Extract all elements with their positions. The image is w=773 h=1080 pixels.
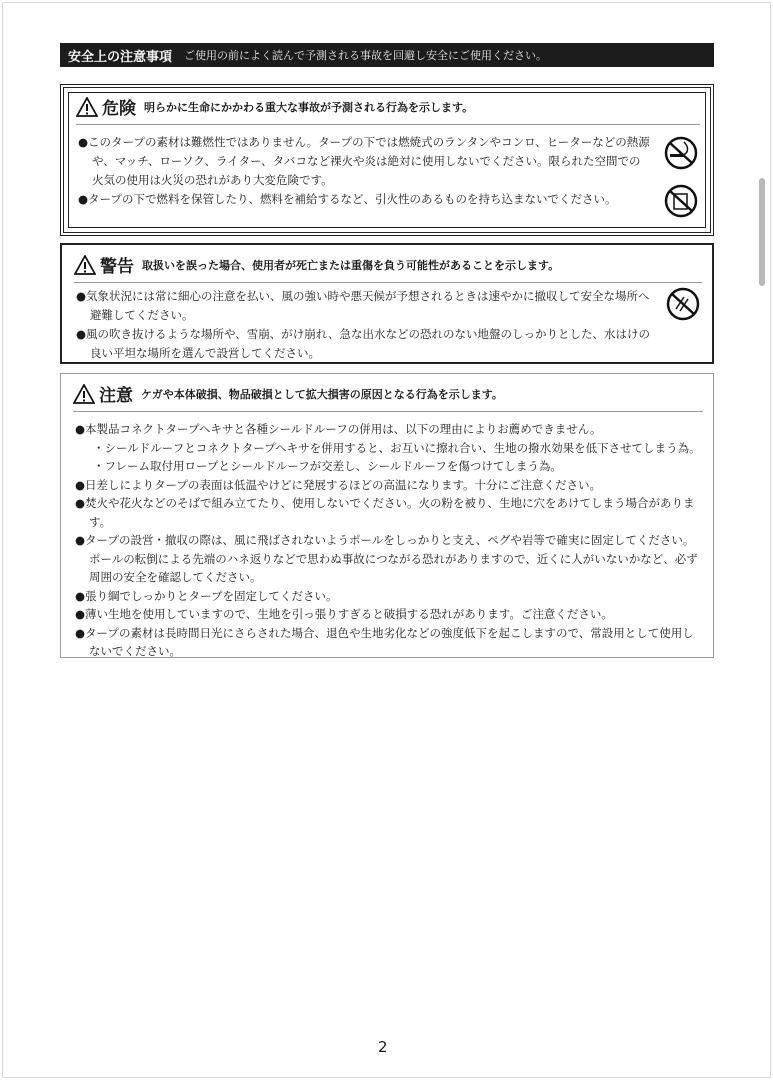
warning-triangle-icon xyxy=(74,255,96,275)
no-fire-icon xyxy=(664,136,698,170)
sub-item: ・フレーム取付用ロープとシールドルーフが交差し、シールドルーフを傷つけてしまう為。 xyxy=(93,459,562,473)
list-item: ●タープの設営・撤収の際は、風に飛ばされないようポールをしっかりと支え、ペグや岩等で確実に固定してください。ポールの転倒による先端のハネ返りなどで思わぬ事故につながる恐れがありますので、近くに人がいないかなど、必ず周囲の安全を確認してください。 xyxy=(75,533,698,584)
page-number: 2 xyxy=(378,1038,388,1056)
warning-triangle-icon xyxy=(73,384,95,404)
warning-box xyxy=(60,243,714,364)
warning-label: 警告 xyxy=(100,257,134,277)
caution-description: ケガや本体破損、物品破損として拡大損害の原因となる行為を示します。 xyxy=(141,387,503,401)
list-item: ●このタープの素材は難燃性ではありません。タープの下では燃焼式のランタンやコンロ、ヒーターなどの熱源や、マッチ、ローソク、ライター、タバコなど裸火や炎は絶対に使用しないでください。限られた空間での火気の使用は火災の恐れがあり大変危険です。 xyxy=(78,135,650,187)
warning-triangle-icon xyxy=(76,97,98,117)
list-item: ●タープの素材は長時間日光にさらされた場合、退色や生地劣化などの強度低下を起こしますので、常設用として使用しないでください。 xyxy=(75,625,694,658)
list-item: ●タープの下で燃料を保管したり、燃料を補給するなど、引火性のあるものを持ち込まないでください。 xyxy=(78,192,617,206)
list-item: ●本製品コネクトタープヘキサと各種シールドルーフの併用は、以下の理由によりお薦めできません。 xyxy=(75,422,602,436)
caution-box xyxy=(60,373,714,658)
section-title: 安全上の注意事項 xyxy=(68,49,173,65)
danger-label: 危険 xyxy=(102,99,136,119)
sub-item: ・シールドルーフとコネクトタープヘキサを併用すると、お互いに擦れ合い、生地の撥水効果を低下させてしまう為。 xyxy=(93,440,701,455)
list-item: ●張り綱でしっかりとタープを固定してください。 xyxy=(75,588,338,603)
list-item: ●気象状況には常に細心の注意を払い、風の強い時や悪天候が予想されるときは速やかに撤収して安全な場所へ避難してください。 xyxy=(76,289,650,322)
caution-label: 注意 xyxy=(99,386,133,406)
section-header xyxy=(60,43,714,67)
section-subtitle: ご使用の前によく読んで予測される事故を回避し安全にご使用ください。 xyxy=(184,49,548,62)
list-item: ●風の吹き抜けるような場所や、雪崩、がけ崩れ、急な出水などの恐れのない地盤のしっかりとした、水はけの良い平坦な場所を選んで設営してください。 xyxy=(76,327,650,360)
list-item: ●焚火や花火などのそばで組み立てたり、使用しないでください。火の粉を被り、生地に穴をあけてしまう場合があります。 xyxy=(75,496,695,529)
warning-description: 取扱いを誤った場合、使用者が死亡または重傷を負う可能性があることを示します。 xyxy=(142,258,560,272)
no-wind-icon xyxy=(666,287,700,321)
danger-box xyxy=(60,84,714,236)
list-item: ●日差しによりタープの表面は低温やけどに発展するほどの高温になります。十分にご注意ください。 xyxy=(75,477,602,492)
scrollbar[interactable] xyxy=(759,178,765,286)
no-fuel-icon xyxy=(664,184,698,218)
list-item: ●薄い生地を使用していますので、生地を引っ張りすぎると破損する恐れがあります。ご注意ください。 xyxy=(75,607,613,621)
danger-description: 明らかに生命にかかわる重大な事故が予測される行為を示します。 xyxy=(144,100,474,114)
